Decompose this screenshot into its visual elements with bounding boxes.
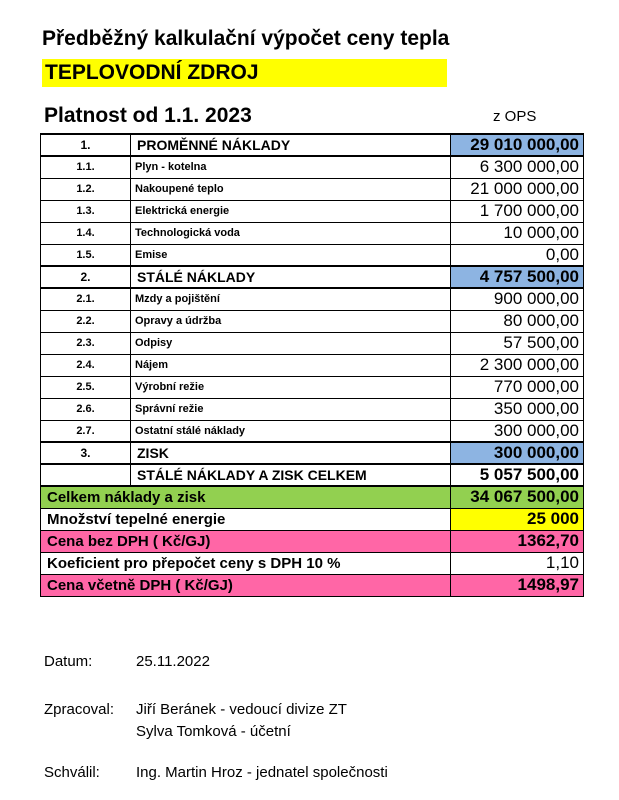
row-number: 2.6. [41,398,131,420]
row-label: ZISK [131,442,451,464]
row-value: 770 000,00 [451,376,584,398]
date-label: Datum: [44,653,93,670]
row-number: 1.4. [41,222,131,244]
price-vat-row [41,574,584,596]
row-number: 1. [41,134,131,156]
row-value: 4 757 500,00 [451,266,584,288]
row-value: 10 000,00 [451,222,584,244]
row-number: 1.5. [41,244,131,266]
table-row [41,156,584,178]
row-value: 2 300 000,00 [451,354,584,376]
row-value: 0,00 [451,244,584,266]
row-number: 2.2. [41,310,131,332]
approved-by: Ing. Martin Hroz - jednatel společnosti [136,764,388,781]
row-value: 29 010 000,00 [451,134,584,156]
row-label: Odpisy [131,332,451,354]
coefficient-value: 1,10 [451,552,584,574]
price-vat-value: 1498,97 [451,574,584,596]
row-number: 1.2. [41,178,131,200]
row-value: 57 500,00 [451,332,584,354]
row-number: 2.3. [41,332,131,354]
table-row [41,200,584,222]
prepared-by-1: Jiří Beránek - vedoucí divize ZT [136,701,347,718]
row-number: 2.4. [41,354,131,376]
row-number: 2. [41,266,131,288]
row-label: Nájem [131,354,451,376]
table-row [41,354,584,376]
price-no-vat-value: 1362,70 [451,530,584,552]
row-number: 3. [41,442,131,464]
date-value: 25.11.2022 [136,653,210,670]
price-no-vat-row [41,530,584,552]
row-label: Správní režie [131,398,451,420]
variable-costs-row [41,134,584,156]
table-row [41,288,584,310]
row-number: 2.5. [41,376,131,398]
row-value: 900 000,00 [451,288,584,310]
row-label: Technologická voda [131,222,451,244]
document-subtitle: TEPLOVODNÍ ZDROJ [42,59,447,87]
row-value: 21 000 000,00 [451,178,584,200]
table-row [41,222,584,244]
table-row [41,310,584,332]
coefficient-label: Koeficient pro přepočet ceny s DPH 10 % [41,552,451,574]
row-number: 2.1. [41,288,131,310]
table-row [41,178,584,200]
row-label: Emise [131,244,451,266]
row-label: Ostatní stálé náklady [131,420,451,442]
table-row [41,244,584,266]
row-number: 2.7. [41,420,131,442]
prepared-by-2: Sylva Tomková - účetní [136,723,291,740]
prepared-label: Zpracoval: [44,701,115,718]
price-vat-label: Cena včetně DPH ( Kč/GJ) [41,574,451,596]
row-label: PROMĚNNÉ NÁKLADY [131,134,451,156]
quantity-value: 25 000 [451,508,584,530]
row-value: 350 000,00 [451,398,584,420]
source-note: z OPS [493,108,537,125]
total-row [41,486,584,508]
row-value: 300 000,00 [451,442,584,464]
row-number: 1.1. [41,156,131,178]
coefficient-row [41,552,584,574]
fixed-costs-row [41,266,584,288]
price-no-vat-label: Cena bez DPH ( Kč/GJ) [41,530,451,552]
row-value: 1 700 000,00 [451,200,584,222]
table-row [41,332,584,354]
row-value: 6 300 000,00 [451,156,584,178]
row-label: Elektrická energie [131,200,451,222]
row-value: 80 000,00 [451,310,584,332]
cost-table [40,133,584,597]
row-value: 5 057 500,00 [451,464,584,486]
approved-label: Schválil: [44,764,100,781]
quantity-row [41,508,584,530]
table-row [41,376,584,398]
row-label: Nakoupené teplo [131,178,451,200]
row-label: Mzdy a pojištění [131,288,451,310]
total-label: Celkem náklady a zisk [41,486,451,508]
document-title: Předběžný kalkulační výpočet ceny tepla [42,27,450,50]
validity-date: Platnost od 1.1. 2023 [44,104,252,127]
row-number: 1.3. [41,200,131,222]
row-value: 300 000,00 [451,420,584,442]
table-row [41,420,584,442]
fixed-and-profit-row [41,464,584,486]
row-label: Opravy a údržba [131,310,451,332]
quantity-label: Množství tepelné energie [41,508,451,530]
total-value: 34 067 500,00 [451,486,584,508]
table-row [41,398,584,420]
row-number [41,464,131,486]
row-label: Plyn - kotelna [131,156,451,178]
row-label: Výrobní režie [131,376,451,398]
profit-row [41,442,584,464]
row-label: STÁLÉ NÁKLADY A ZISK CELKEM [131,464,451,486]
row-label: STÁLÉ NÁKLADY [131,266,451,288]
